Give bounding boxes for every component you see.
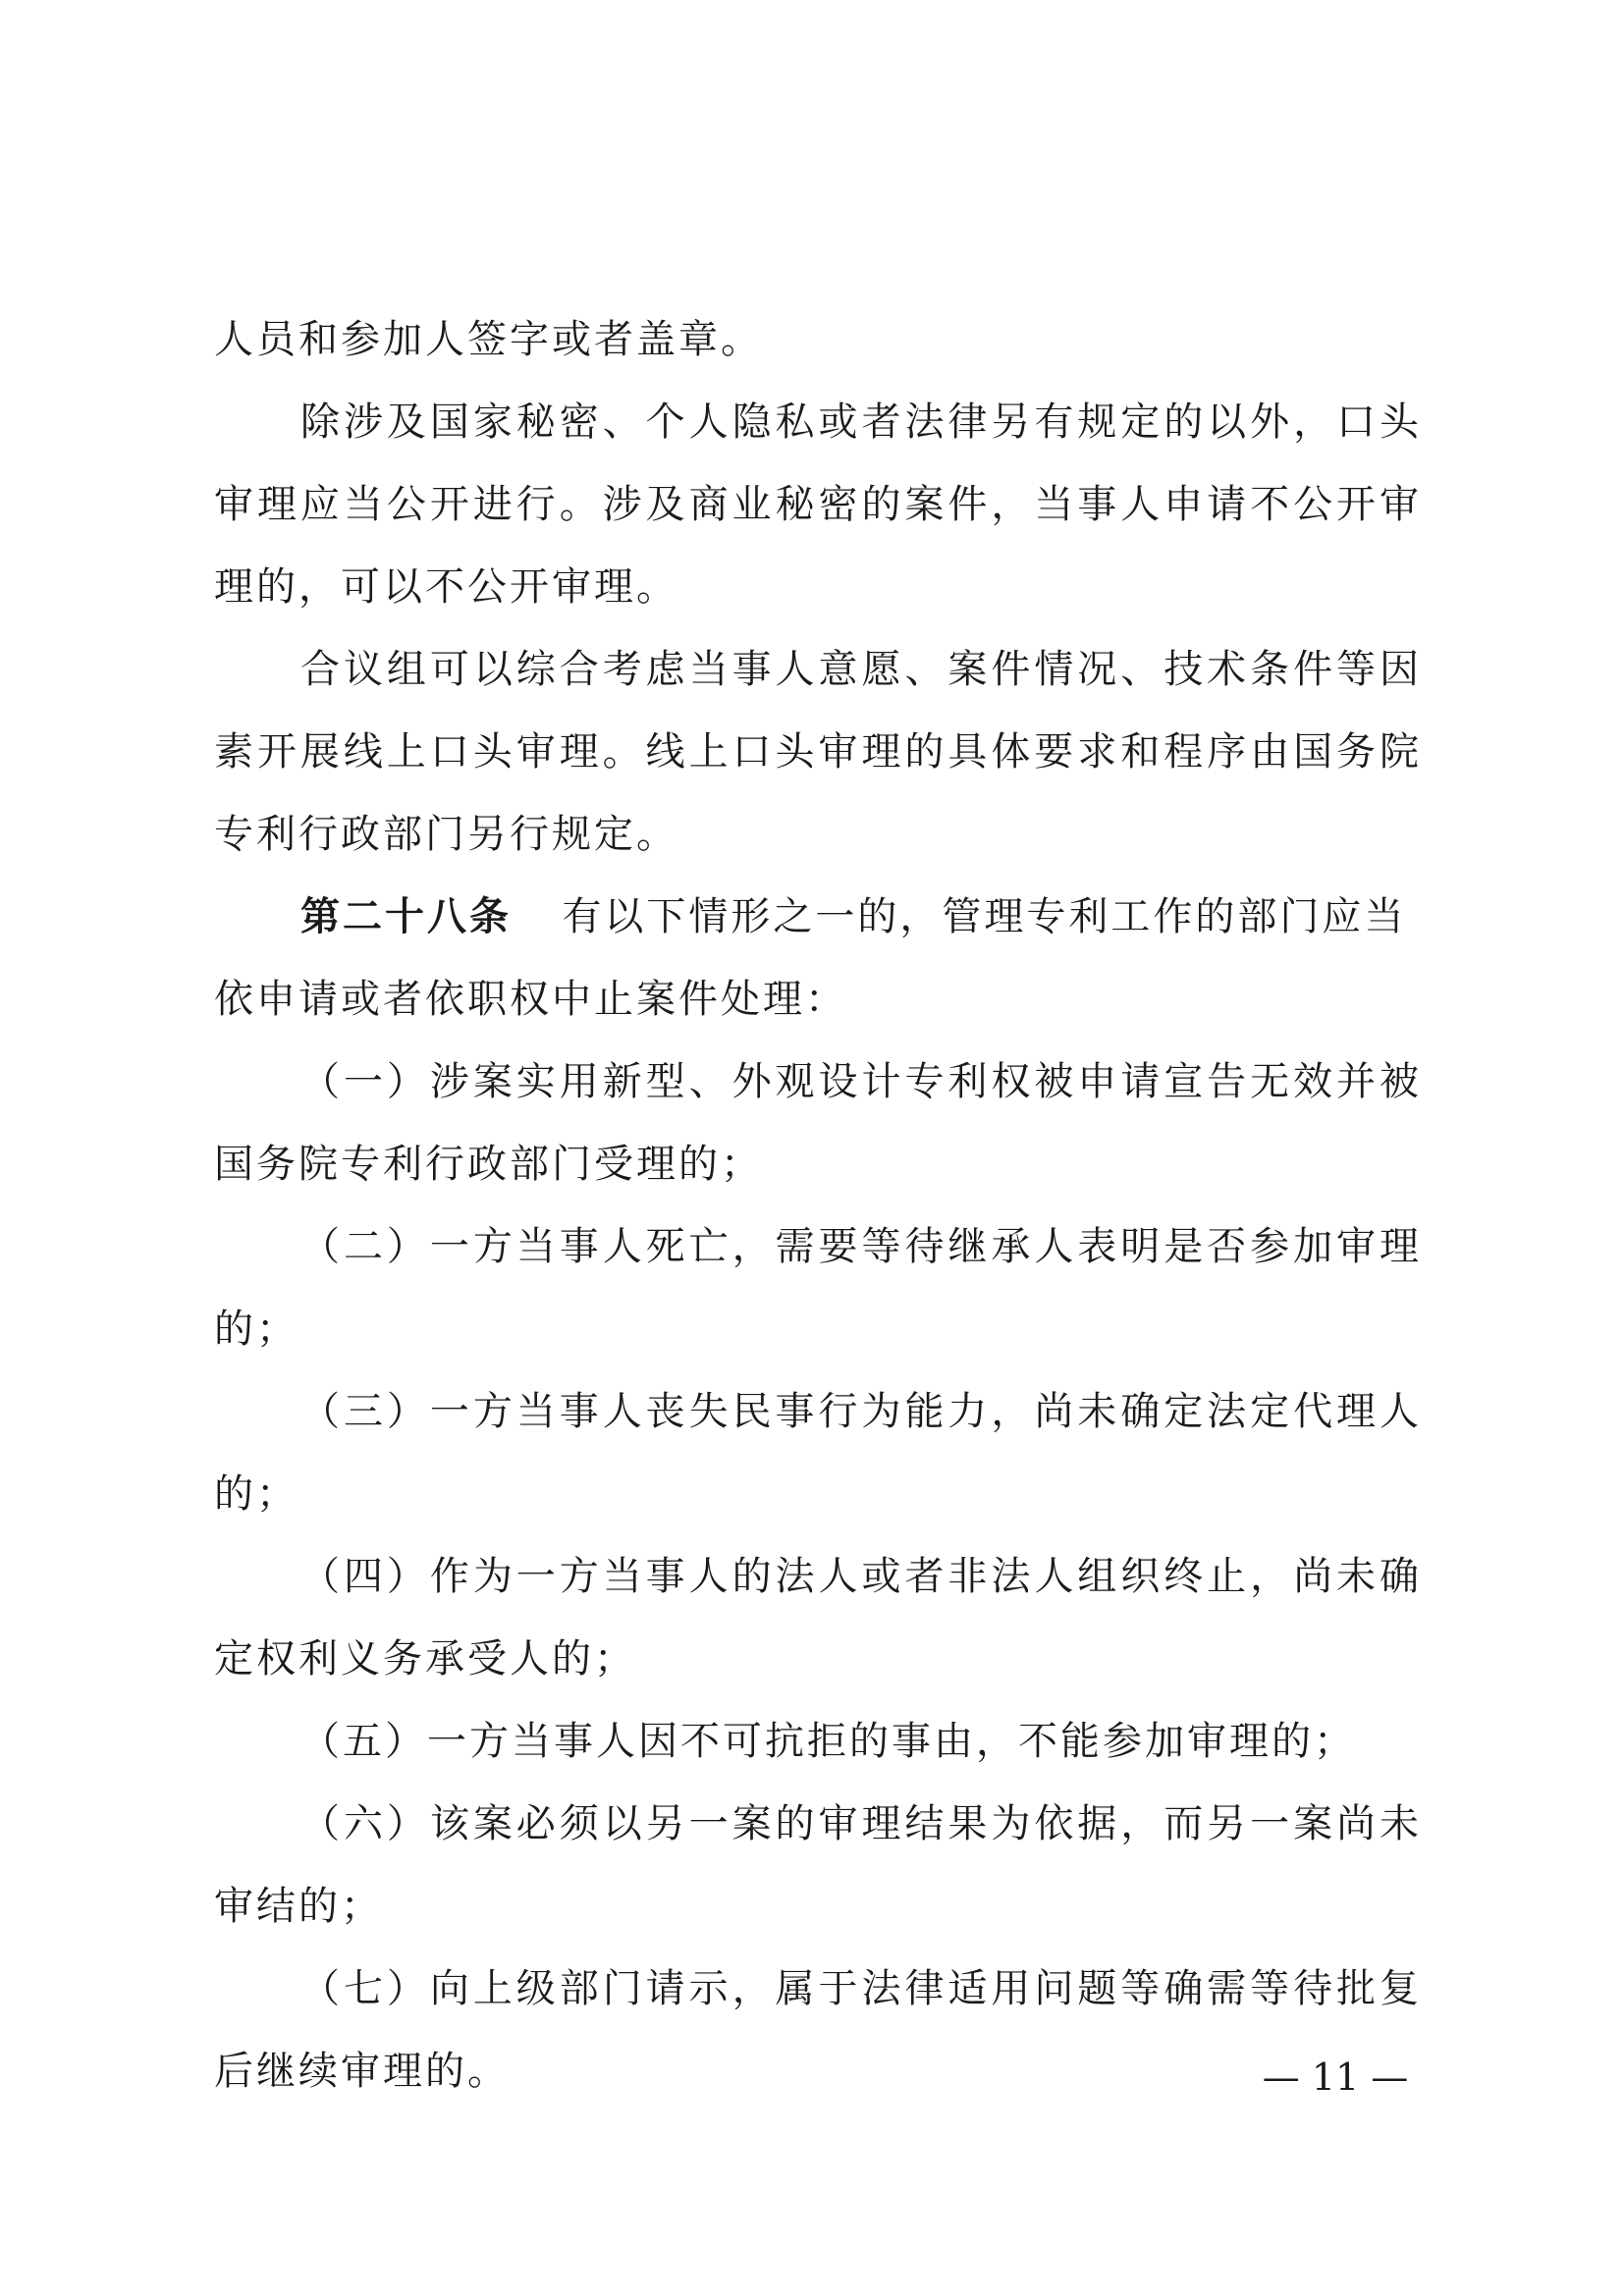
list-item-line: （七）向上级部门请示，属于法律适用问题等确需等待批复 [300, 1966, 1422, 2011]
paragraph-line: 理的，可以不公开审理。 [214, 564, 678, 610]
list-item-line: 的； [214, 1307, 298, 1352]
list-item-line: 国务院专利行政部门受理的； [214, 1142, 763, 1187]
list-item-line: 定权利义务承受人的； [214, 1636, 636, 1682]
list-item-line: （五）一方当事人因不可抗拒的事由，不能参加审理的； [300, 1719, 1356, 1764]
paragraph-line: 专利行政部门另行规定。 [214, 812, 678, 857]
list-item-line: （一）涉案实用新型、外观设计专利权被申请宣告无效并被 [300, 1059, 1422, 1104]
list-item-line: 后继续审理的。 [214, 2049, 510, 2094]
article-text: 有以下情形之一的，管理专利工作的部门应当 [562, 894, 1407, 939]
list-item-line: （六）该案必须以另一案的审理结果为依据，而另一案尚未 [300, 1801, 1422, 1846]
page-number: — 11 — [1262, 2056, 1409, 2099]
paragraph-line: 除涉及国家秘密、个人隐私或者法律另有规定的以外，口头 [300, 400, 1422, 445]
list-item-line: （四）作为一方当事人的法人或者非法人组织终止，尚未确 [300, 1554, 1422, 1599]
paragraph-line: 人员和参加人签字或者盖章。 [214, 317, 763, 362]
list-item-line: 审结的； [214, 1884, 383, 1929]
list-item-line: （二）一方当事人死亡，需要等待继承人表明是否参加审理 [300, 1224, 1422, 1269]
article-heading: 第二十八条 [300, 893, 512, 939]
paragraph-line: 审理应当公开进行。涉及商业秘密的案件，当事人申请不公开审 [214, 482, 1422, 527]
paragraph-line: 素开展线上口头审理。线上口头审理的具体要求和程序由国务院 [214, 729, 1422, 774]
article-line [300, 889, 1422, 944]
paragraph-line: 合议组可以综合考虑当事人意愿、案件情况、技术条件等因 [300, 647, 1422, 692]
list-item-line: 的； [214, 1471, 298, 1517]
paragraph-line: 依申请或者依职权中止案件处理： [214, 977, 847, 1022]
list-item-line: （三）一方当事人丧失民事行为能力，尚未确定法定代理人 [300, 1389, 1422, 1434]
